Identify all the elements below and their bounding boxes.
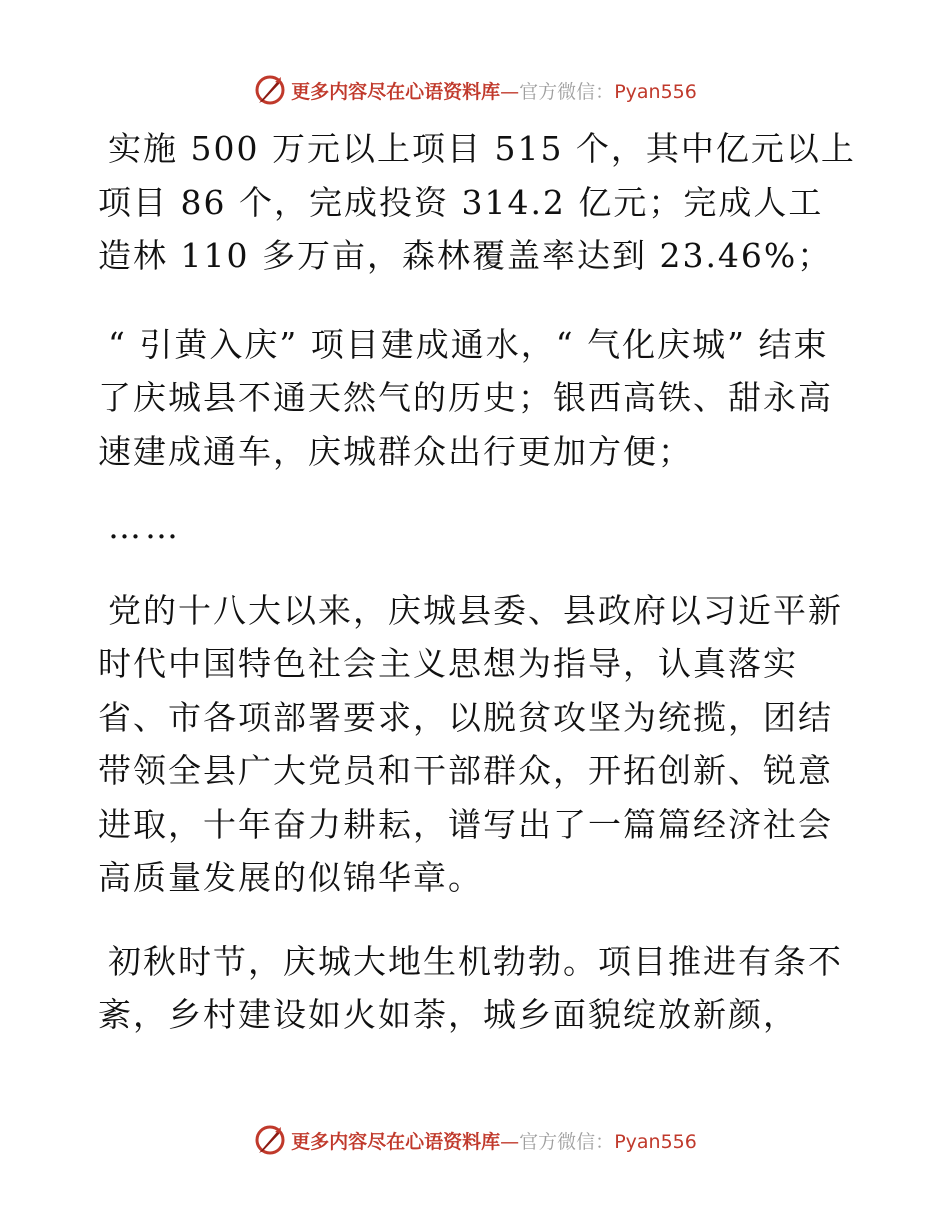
banner-sub-text: 官方微信： (519, 1130, 615, 1153)
footer-banner (0, 1120, 950, 1160)
header-banner (0, 70, 950, 110)
banner-wechat-id: Pyan556 (614, 80, 697, 103)
ellipsis-paragraph: …… (108, 507, 182, 546)
header-banner-text (291, 77, 697, 104)
paragraph: 初秋时节，庆城大地生机勃勃。项目推进有条不紊，乡村建设如火如荼，城乡面貌绽放新颜， (98, 941, 843, 1034)
banner-wechat-id: Pyan556 (614, 1130, 697, 1153)
paragraph: 党的十八大以来，庆城县委、县政府以习近平新时代中国特色社会主义思想为指导，认真落实省、市各项部署要求，以脱贫攻坚为统揽，团结带领全县广大党员和干部群众，开拓创新、锐意进取，十年奋力耕耘，谱写出了一篇篇经济社会高质量发展的似锦华章。 (98, 590, 843, 897)
quill-circle-logo-icon (253, 1123, 287, 1157)
footer-banner-text (291, 1127, 697, 1154)
banner-dash: — (500, 1130, 520, 1153)
quill-circle-logo-icon (253, 73, 287, 107)
banner-main-text: 更多内容尽在心语资料库 (291, 80, 501, 103)
paragraph: “ 引黄入庆” 项目建成通水，“ 气化庆城” 结束了庆城县不通天然气的历史；银西高铁、甜永高速建成通车，庆城群众出行更加方便； (98, 324, 833, 471)
banner-main-text: 更多内容尽在心语资料库 (291, 1130, 501, 1153)
paragraph: 实施 500 万元以上项目 515 个，其中亿元以上项目 86 个，完成投资 314.2 亿元；完成人工造林 110 多万亩，森林覆盖率达到 23.46%； (98, 129, 856, 275)
document-body (98, 122, 858, 1042)
banner-dash: — (500, 80, 520, 103)
banner-sub-text: 官方微信： (519, 80, 615, 103)
